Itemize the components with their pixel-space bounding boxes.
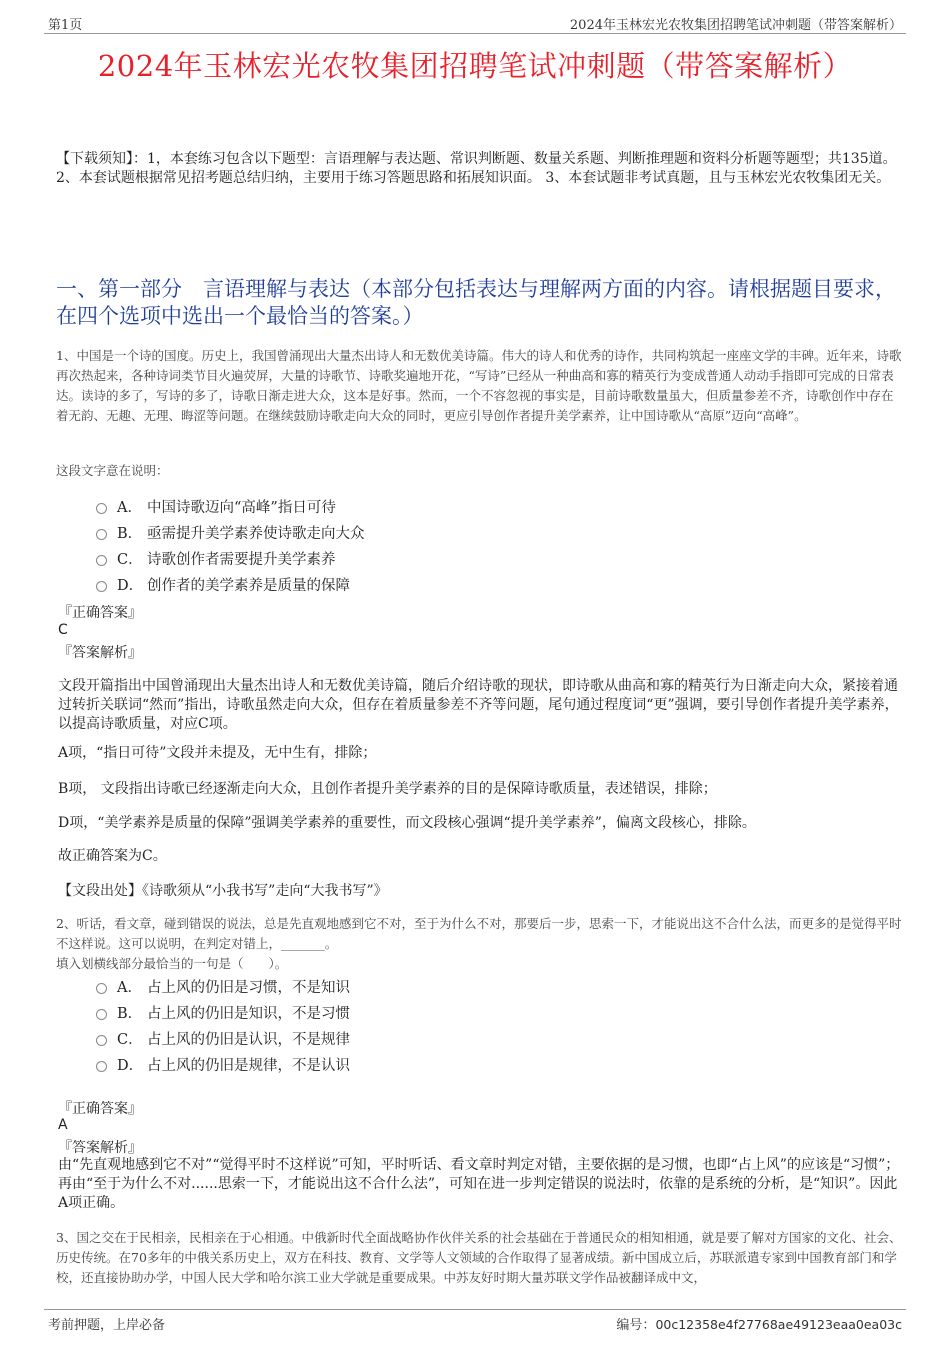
- document-title: 2024年玉林宏光农牧集团招聘笔试冲刺题（带答案解析）: [97, 49, 853, 83]
- radio-icon[interactable]: [96, 503, 107, 514]
- q2-option-b[interactable]: [96, 999, 350, 1025]
- q1-option-d[interactable]: [96, 571, 365, 597]
- question-1-options: [96, 493, 365, 597]
- section-heading: 一、第一部分 言语理解与表达（本部分包括表达与理解两方面的内容。请根据题目要求，在四个选项中选出一个最恰当的答案。）: [56, 277, 896, 328]
- footer-code-label: 编号：: [616, 1318, 656, 1333]
- header-divider: [44, 33, 906, 34]
- q1-analysis-option-a: A项，“指日可待”文段并未提及，无中生有，排除；: [58, 745, 377, 761]
- question-1-prompt: 这段文字意在说明：: [56, 463, 169, 478]
- radio-icon[interactable]: [96, 555, 107, 566]
- option-letter: C．: [117, 551, 143, 568]
- question-2-stem: 2、听话，看文章，碰到错误的说法，总是先直观地感到它不对，至于为什么不对，那要后一步，思索一下，才能说出这不合什么法，而更多的是觉得平时不这样说。这可以说明，在判定对错上，_______。: [56, 916, 902, 951]
- option-letter: C．: [117, 1031, 143, 1048]
- q1-option-b[interactable]: [96, 519, 365, 545]
- q1-analysis-paragraph: 文段开篇指出中国曾涌现出大量杰出诗人和无数优美诗篇，随后介绍诗歌的现状，即诗歌从曲高和寡的精英行为日渐走向大众，紧接着通过转折关联词“然而”指出，诗歌虽然走向大众，但存在着质量参差不齐等问题，尾句通过程度词“更”强调，要引导创作者提升美学素养，以提高诗歌质量，对应C项。: [58, 678, 899, 732]
- q1-analysis-option-b: B项， 文段指出诗歌已经逐渐走向大众，且创作者提升美学素养的目的是保障诗歌质量，表述错误，排除；: [58, 781, 717, 797]
- footer-code-value: 00c12358e4f27768ae49123eaa0ea03c: [655, 1317, 902, 1332]
- footer-code: [616, 1314, 902, 1333]
- q1-analysis-conclusion: 故正确答案为C。: [58, 848, 167, 864]
- q1-analysis-label: 『答案解析』: [58, 645, 142, 661]
- q1-correct-answer: C: [58, 622, 68, 638]
- radio-icon[interactable]: [96, 529, 107, 540]
- option-letter: B．: [117, 1005, 143, 1022]
- option-text: 创作者的美学素养是质量的保障: [147, 577, 350, 594]
- question-3-stem: 3、国之交在于民相亲，民相亲在于心相通。中俄新时代全面战略协作伙伴关系的社会基础在于普通民众的相知相通，就是要了解对方国家的文化、社会、历史传统。在70多年的中俄关系历史上，双方在科技、教育、文学等人文领域的合作取得了显著成绩。新中国成立后，苏联派遣专家到中国教育部门和学校，还直接协助办学，中国人民大学和哈尔滨工业大学就是重要成果。中苏友好时期大量苏联文学作品被翻译成中文，: [56, 1230, 902, 1285]
- q1-correct-answer-label: 『正确答案』: [58, 605, 142, 621]
- option-letter: A．: [117, 499, 142, 516]
- q2-analysis-label: 『答案解析』: [58, 1140, 142, 1156]
- radio-icon[interactable]: [96, 1009, 107, 1020]
- option-text: 中国诗歌迈向“高峰”指日可待: [147, 499, 336, 516]
- radio-icon[interactable]: [96, 983, 107, 994]
- radio-icon[interactable]: [96, 1035, 107, 1046]
- radio-icon[interactable]: [96, 1061, 107, 1072]
- radio-icon[interactable]: [96, 581, 107, 592]
- page-header-number: 第1页: [48, 18, 83, 33]
- q1-source: 【文段出处】《诗歌须从“小我书写”走向“大我书写”》: [58, 883, 388, 899]
- option-letter: A．: [117, 979, 142, 996]
- download-notice: 【下载须知】：1，本套练习包含以下题型：言语理解与表达题、常识判断题、数量关系题、判断推理题和资料分析题等题型；共135道。 2、本套试题根据常见招考题总结归纳，主要用于练习答题思路和拓展知识面。 3、本套试题非考试真题，且与玉林宏光农牧集团无关。: [56, 151, 897, 186]
- option-letter: B．: [117, 525, 143, 542]
- q2-option-a[interactable]: [96, 973, 350, 999]
- q2-correct-answer-label: 『正确答案』: [58, 1101, 142, 1117]
- question-1-stem: 1、中国是一个诗的国度。历史上，我国曾涌现出大量杰出诗人和无数优美诗篇。伟大的诗人和优秀的诗作，共同构筑起一座座文学的丰碑。近年来，诗歌再次热起来，各种诗词类节目火遍荧屏，大量的诗歌节、诗歌奖遍地开花，“写诗”已经从一种曲高和寡的精英行为变成普通人动动手指即可完成的日常表达。读诗的多了，写诗的多了，诗歌日渐走进大众，这本是好事。然而，一个不容忽视的事实是，目前诗歌数量虽大，但质量参差不齐，诗歌创作中存在着无韵、无趣、无理、晦涩等问题。在继续鼓励诗歌走向大众的同时，更应引导创作者提升美学素养，让中国诗歌从“高原”迈向“高峰”。: [56, 348, 902, 423]
- q2-option-c[interactable]: [96, 1025, 350, 1051]
- option-text: 占上风的仍旧是规律，不是认识: [147, 1057, 350, 1074]
- option-text: 亟需提升美学素养使诗歌走向大众: [147, 525, 365, 542]
- page-header-title: 2024年玉林宏光农牧集团招聘笔试冲刺题（带答案解析）: [569, 18, 902, 33]
- option-text: 占上风的仍旧是知识，不是习惯: [147, 1005, 350, 1022]
- option-letter: D．: [117, 577, 144, 594]
- option-letter: D．: [117, 1057, 144, 1074]
- footer-slogan: 考前押题，上岸必备: [48, 1318, 166, 1333]
- question-2-options: [96, 973, 350, 1077]
- q1-option-c[interactable]: [96, 545, 365, 571]
- option-text: 占上风的仍旧是认识，不是规律: [147, 1031, 350, 1048]
- question-2-prompt: 填入划横线部分最恰当的一句是（ ）。: [56, 956, 288, 971]
- option-text: 占上风的仍旧是习惯，不是知识: [147, 979, 350, 996]
- footer-divider: [44, 1309, 906, 1310]
- option-text: 诗歌创作者需要提升美学素养: [147, 551, 336, 568]
- q1-option-a[interactable]: [96, 493, 365, 519]
- q2-correct-answer: A: [58, 1117, 68, 1133]
- q2-analysis-paragraph: 由“先直观地感到它不对”“觉得平时不这样说”可知，平时听话、看文章时判定对错，主要依据的是习惯，也即“占上风”的应该是“习惯”；再由“至于为什么不对......思索一下，才能说出这不合什么法”，可知在进一步判定错误的说法时，依靠的是系统的分析，是“知识”。因此A项正确。: [58, 1157, 900, 1211]
- q1-analysis-option-d: D项，“美学素养是质量的保障”强调美学素养的重要性，而文段核心强调“提升美学素养”，偏离文段核心，排除。: [58, 815, 756, 831]
- q2-option-d[interactable]: [96, 1051, 350, 1077]
